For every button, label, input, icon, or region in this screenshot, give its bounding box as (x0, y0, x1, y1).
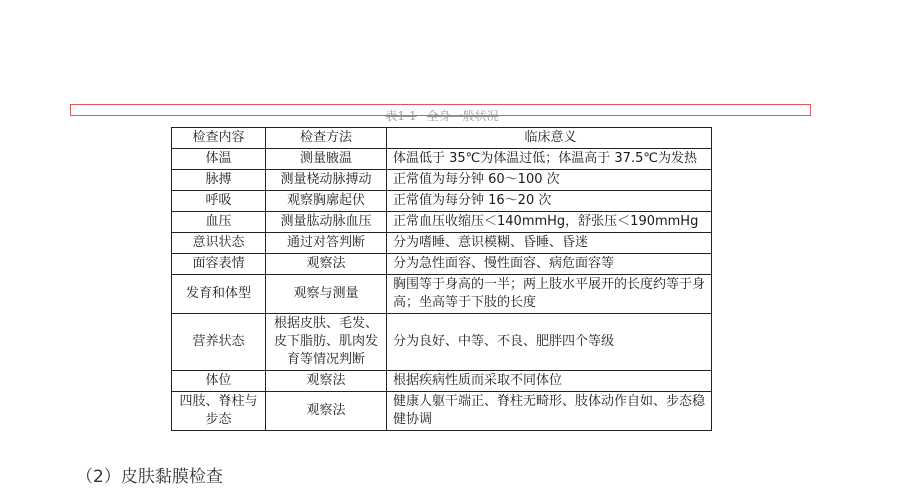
general-status-table (171, 127, 712, 431)
table-row (172, 191, 712, 212)
table-row (172, 314, 712, 371)
cell-method: 测量桡动脉搏动 (266, 170, 387, 191)
cell-method: 根据皮肤、毛发、皮下脂肪、肌肉发育等情况判断 (266, 314, 387, 371)
header-clinical-meaning: 临床意义 (387, 128, 712, 149)
table-row (172, 254, 712, 275)
cell-item: 发育和体型 (172, 275, 266, 314)
table-row (172, 371, 712, 392)
cell-method: 观察法 (266, 392, 387, 431)
cell-item: 呼吸 (172, 191, 266, 212)
section-heading: （2）皮肤黏膜检查 (76, 467, 223, 487)
table-caption-number: 表1-1 (385, 109, 417, 123)
cell-method: 观察法 (266, 254, 387, 275)
cell-meaning: 胸围等于身高的一半；两上肢水平展开的长度约等于身高；坐高等于下肢的长度 (387, 275, 712, 314)
table-row (172, 233, 712, 254)
cell-method: 观察胸廓起伏 (266, 191, 387, 212)
cell-method: 观察法 (266, 371, 387, 392)
cell-meaning: 分为急性面容、慢性面容、病危面容等 (387, 254, 712, 275)
cell-item: 意识状态 (172, 233, 266, 254)
cell-meaning: 分为良好、中等、不良、肥胖四个等级 (387, 314, 712, 371)
cell-item: 体位 (172, 371, 266, 392)
table-row (172, 170, 712, 191)
table-row (172, 275, 712, 314)
cell-method: 测量腋温 (266, 149, 387, 170)
cell-item: 脉搏 (172, 170, 266, 191)
cell-item: 四肢、脊柱与步态 (172, 392, 266, 431)
cell-item: 面容表情 (172, 254, 266, 275)
cell-meaning: 健康人躯干端正、脊柱无畸形、肢体动作自如、步态稳健协调 (387, 392, 712, 431)
cell-meaning: 正常值为每分钟 16～20 次 (387, 191, 712, 212)
cell-meaning: 正常值为每分钟 60～100 次 (387, 170, 712, 191)
header-exam-method: 检查方法 (266, 128, 387, 149)
cell-method: 通过对答判断 (266, 233, 387, 254)
cell-meaning: 根据疾病性质而采取不同体位 (387, 371, 712, 392)
table-caption (0, 108, 884, 124)
table-row (172, 212, 712, 233)
cell-meaning: 正常血压收缩压＜140mmHg，舒张压＜190mmHg (387, 212, 712, 233)
cell-item: 体温 (172, 149, 266, 170)
table-row (172, 392, 712, 431)
cell-meaning: 分为嗜睡、意识模糊、昏睡、昏迷 (387, 233, 712, 254)
cell-method: 测量肱动脉血压 (266, 212, 387, 233)
table-header-row (172, 128, 712, 149)
table-row (172, 149, 712, 170)
cell-item: 营养状态 (172, 314, 266, 371)
cell-meaning: 体温低于 35℃为体温过低；体温高于 37.5℃为发热 (387, 149, 712, 170)
cell-method: 观察与测量 (266, 275, 387, 314)
table-caption-title: 全身一般状况 (426, 109, 499, 123)
header-exam-item: 检查内容 (172, 128, 266, 149)
cell-item: 血压 (172, 212, 266, 233)
